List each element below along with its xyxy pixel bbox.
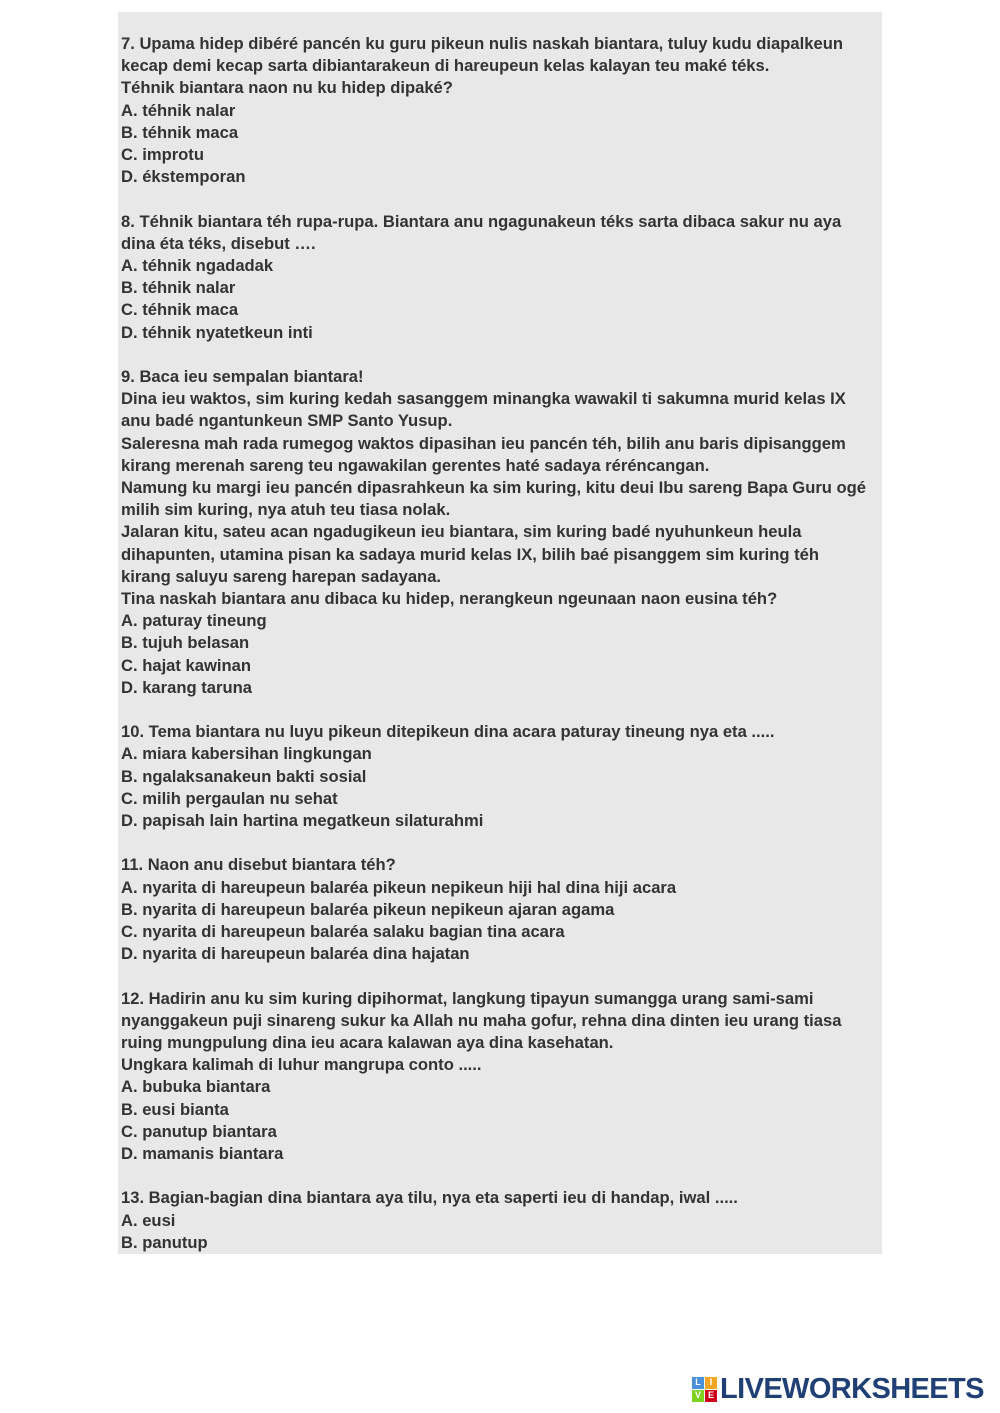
answer-option: C. hajat kawinan: [121, 655, 252, 675]
question-text-line: Ungkara kalimah di luhur mangrupa conto .....: [121, 1055, 482, 1075]
answer-option: B. eusi bianta: [121, 1099, 229, 1119]
answer-option: C. téhnik maca: [121, 300, 239, 320]
liveworksheets-logo: [692, 1373, 984, 1405]
answer-option: A. téhnik ngadadak: [121, 256, 274, 276]
question-block: [121, 988, 881, 1166]
question-text-line: 9. Baca ieu sempalan biantara!: [121, 367, 364, 387]
question-text-line: 13. Bagian-bagian dina biantara aya tilu, nya eta saperti ieu di handap, iwal .....: [121, 1188, 738, 1208]
question-block: [121, 211, 881, 344]
question-text-line: kirang saluyu sareng harepan sadayana.: [121, 566, 442, 586]
question-block: [121, 366, 881, 699]
answer-option: C. panutup biantara: [121, 1121, 277, 1141]
answer-option: D. mamanis biantara: [121, 1144, 284, 1164]
answer-option: C. improtu: [121, 145, 204, 165]
answer-option: C. milih pergaulan nu sehat: [121, 788, 338, 808]
question-text-line: 11. Naon anu disebut biantara téh?: [121, 855, 396, 875]
answer-option: B. ngalaksanakeun bakti sosial: [121, 766, 367, 786]
question-text-line: dina éta téks, disebut ….: [121, 233, 316, 253]
answer-option: D. ékstemporan: [121, 167, 246, 187]
question-text-line: Jalaran kitu, sateu acan ngadugikeun ieu biantara, sim kuring badé nyuhunkeun heula: [121, 522, 802, 542]
answer-option: B. panutup: [121, 1232, 208, 1252]
answer-option: B. téhnik nalar: [121, 278, 236, 298]
answer-option: D. nyarita di hareupeun balaréa dina hajatan: [121, 944, 470, 964]
question-block: [121, 1187, 881, 1254]
question-text-line: kecap demi kecap sarta dibiantarakeun di hareupeun kelas kalayan teu maké téks.: [121, 56, 770, 76]
answer-option: A. téhnik nalar: [121, 100, 236, 120]
question-text-line: milih sim kuring, nya atuh teu tiasa nolak.: [121, 500, 451, 520]
answer-option: D. téhnik nyatetkeun inti: [121, 322, 313, 342]
question-text-line: Namung ku margi ieu pancén dipasrahkeun ka sim kuring, kitu deui Ibu sareng Bapa Guru ogé: [121, 478, 867, 498]
logo-mark-square: V: [692, 1390, 704, 1402]
question-text-line: Tina naskah biantara anu dibaca ku hidep, nerangkeun ngeunaan naon eusina téh?: [121, 589, 778, 609]
answer-option: B. nyarita di hareupeun balaréa pikeun nepikeun ajaran agama: [121, 899, 615, 919]
question-block: [121, 33, 881, 188]
answer-option: A. bubuka biantara: [121, 1077, 271, 1097]
answer-option: A. paturay tineung: [121, 611, 267, 631]
answer-option: B. tujuh belasan: [121, 633, 250, 653]
logo-mark-icon: [692, 1377, 717, 1402]
answer-option: B. téhnik maca: [121, 122, 239, 142]
answer-option: D. papisah lain hartina megatkeun silaturahmi: [121, 811, 484, 831]
answer-option: D. karang taruna: [121, 677, 252, 697]
answer-option: C. nyarita di hareupeun balaréa salaku bagian tina acara: [121, 922, 565, 942]
question-text-line: nyanggakeun puji sinareng sukur ka Allah nu maha gofur, rehna dina dinten ieu urang tiasa: [121, 1010, 842, 1030]
question-text-line: 10. Tema biantara nu luyu pikeun ditepikeun dina acara paturay tineung nya eta .....: [121, 722, 775, 742]
question-text-line: dihapunten, utamina pisan ka sadaya murid kelas IX, bilih baé pisanggem sim kuring téh: [121, 544, 820, 564]
question-text-line: 7. Upama hidep dibéré pancén ku guru pikeun nulis naskah biantara, tuluy kudu diapalkeun: [121, 34, 843, 53]
question-text-line: Dina ieu waktos, sim kuring kedah sasanggem minangka wawakil ti sakumna murid kelas IX: [121, 389, 846, 409]
question-text-line: Saleresna mah rada rumegog waktos dipasihan ieu pancén téh, bilih anu baris dipisanggem: [121, 433, 846, 453]
question-block: [121, 721, 881, 832]
question-text-line: anu badé ngantunkeun SMP Santo Yusup.: [121, 411, 453, 431]
logo-mark-square: L: [692, 1377, 704, 1389]
question-block: [121, 854, 881, 965]
logo-text: LIVEWORKSHEETS: [720, 1373, 984, 1405]
answer-option: A. eusi: [121, 1210, 176, 1230]
logo-mark-square: I: [705, 1377, 717, 1389]
answer-option: A. miara kabersihan lingkungan: [121, 744, 372, 764]
answer-option: A. nyarita di hareupeun balaréa pikeun nepikeun hiji hal dina hiji acara: [121, 877, 677, 897]
worksheet-content: [121, 33, 881, 1276]
question-text-line: 8. Téhnik biantara téh rupa-rupa. Biantara anu ngagunakeun téks sarta dibaca sakur nu aya: [121, 211, 842, 231]
logo-mark-square: E: [705, 1390, 717, 1402]
question-text-line: 12. Hadirin anu ku sim kuring dipihormat, langkung tipayun sumangga urang sami-sami: [121, 988, 814, 1008]
question-text-line: kirang merenah sareng teu ngawakilan gerentes haté sadaya réréncangan.: [121, 455, 710, 475]
question-text-line: ruing mungpulung dina ieu acara kalawan aya dina kasehatan.: [121, 1033, 614, 1053]
question-text-line: Téhnik biantara naon nu ku hidep dipaké?: [121, 78, 453, 98]
